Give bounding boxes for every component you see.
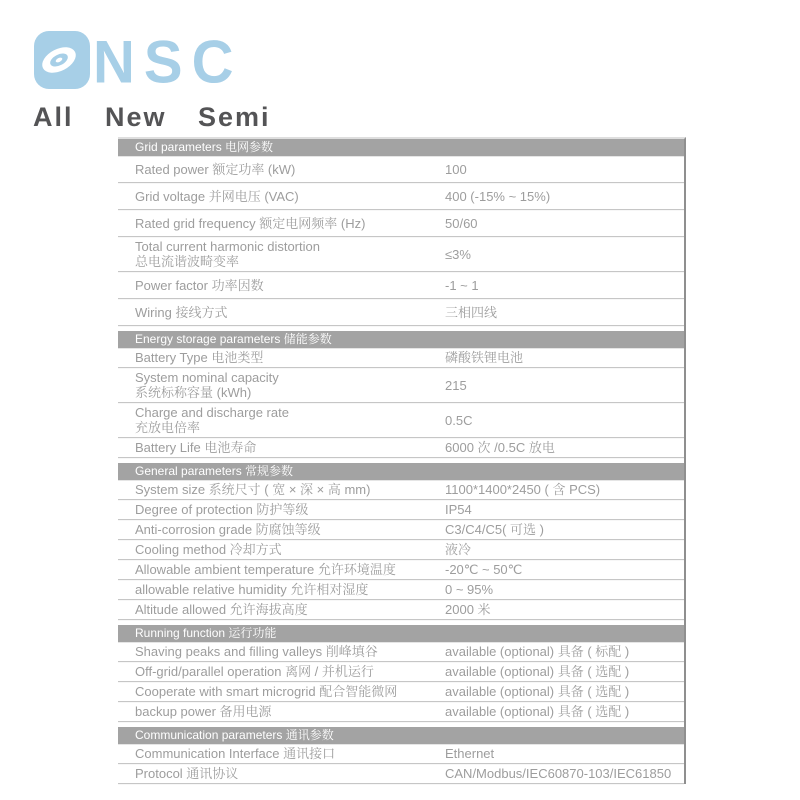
spec-label-text: Off-grid/parallel operation 离网 / 并机运行	[135, 664, 374, 679]
spec-label-text: Degree of protection 防护等级	[135, 502, 309, 517]
spec-row	[118, 560, 684, 580]
spec-row	[118, 299, 684, 326]
spec-label	[118, 600, 445, 619]
section-header: Energy storage parameters 储能参数	[118, 331, 684, 348]
spec-value: 400 (-15% ~ 15%)	[445, 188, 551, 204]
spec-label-text: Altitude allowed 允许海拔高度	[135, 602, 308, 617]
spec-value: 磷酸铁锂电池	[445, 350, 524, 365]
spec-label	[118, 348, 445, 367]
section-header: Running function 运行功能	[118, 625, 684, 642]
spec-label-text: Allowable ambient temperature 允许环境温度	[135, 562, 396, 577]
spec-value: -20℃ ~ 50℃	[445, 562, 523, 577]
spec-row	[118, 403, 684, 438]
spec-label	[118, 520, 445, 539]
spec-value: 三相四线	[445, 304, 498, 320]
logo-text: NSC	[93, 28, 243, 96]
spec-label	[118, 540, 445, 559]
spec-value: 215	[445, 377, 467, 393]
spec-value: C3/C4/C5( 可选 )	[445, 522, 544, 537]
spec-label-text: Communication Interface 通讯接口	[135, 746, 336, 761]
spec-label	[118, 560, 445, 579]
spec-label-text: Rated power 额定功率 (kW)	[135, 161, 296, 177]
spec-label	[118, 214, 445, 233]
spec-label-text: Wiring 接线方式	[135, 304, 228, 320]
spec-row	[118, 368, 684, 403]
spec-value: 0 ~ 95%	[445, 582, 494, 597]
spec-label-text: Anti-corrosion grade 防腐蚀等级	[135, 522, 321, 537]
spec-row	[118, 520, 684, 540]
spec-label	[118, 187, 445, 206]
spec-label-text: Protocol 通讯协议	[135, 766, 239, 781]
spec-value: 1100*1400*2450 ( 含 PCS)	[445, 482, 601, 497]
spec-label	[118, 642, 445, 661]
spec-label-text: Cooperate with smart microgrid 配合智能微网	[135, 684, 398, 699]
section-header: General parameters 常规参数	[118, 463, 684, 480]
spec-value: 50/60	[445, 215, 478, 231]
ansc-logo	[33, 18, 271, 96]
spec-label-text: Grid voltage 并网电压 (VAC)	[135, 188, 299, 204]
spec-label	[118, 303, 445, 322]
section-energy-storage-parameters	[118, 331, 684, 458]
spec-label	[118, 682, 445, 701]
spec-label-text: Shaving peaks and filling valleys 削峰填谷	[135, 644, 378, 659]
spec-value: Ethernet	[445, 746, 495, 761]
spec-label-text: System size 系统尺寸 ( 宽 × 深 × 高 mm)	[135, 482, 371, 497]
spec-label	[118, 480, 445, 499]
spec-value: CAN/Modbus/IEC60870-103/IEC61850	[445, 766, 672, 781]
spec-label	[118, 276, 445, 295]
spec-label-text-zh: 充放电倍率	[135, 420, 201, 435]
spec-label-text: Cooling method 冷却方式	[135, 542, 282, 557]
spec-label-text-zh: 总电流谐波畸变率	[135, 254, 240, 269]
spec-label-text: backup power 备用电源	[135, 704, 272, 719]
spec-label-text: Battery Life 电池寿命	[135, 440, 257, 455]
spec-value: available (optional) 具备 ( 选配 )	[445, 684, 630, 699]
section-header: Grid parameters 电网参数	[118, 139, 684, 156]
brand-header	[33, 18, 271, 133]
spec-label	[118, 438, 445, 457]
spec-label	[118, 160, 445, 179]
spec-table	[118, 137, 686, 784]
spec-label-text: System nominal capacity	[135, 370, 279, 385]
spec-label	[118, 662, 445, 681]
spec-row	[118, 348, 684, 368]
spec-value: available (optional) 具备 ( 选配 )	[445, 704, 630, 719]
spec-row	[118, 480, 684, 500]
spec-label	[118, 580, 445, 599]
section-header: Communication parameters 通讯参数	[118, 727, 684, 744]
spec-row	[118, 642, 684, 662]
spec-label-text: allowable relative humidity 允许相对湿度	[135, 582, 369, 597]
spec-row	[118, 702, 684, 722]
spec-row	[118, 272, 684, 299]
brand-tagline: All New Semi	[33, 102, 271, 132]
spec-row	[118, 682, 684, 702]
spec-label-text: Rated grid frequency 额定电网频率 (Hz)	[135, 215, 366, 231]
spec-value: available (optional) 具备 ( 选配 )	[445, 664, 630, 679]
spec-value: IP54	[445, 502, 472, 517]
spec-row	[118, 580, 684, 600]
spec-label-text: Total current harmonic distortion	[135, 239, 320, 254]
spec-label-text: Charge and discharge rate	[135, 405, 289, 420]
section-general-parameters	[118, 463, 684, 620]
spec-label	[118, 500, 445, 519]
spec-value: 100	[445, 161, 467, 177]
spec-label	[118, 368, 445, 402]
spec-row	[118, 183, 684, 210]
spec-label-text-zh: 系统标称容量 (kWh)	[135, 385, 252, 400]
spec-row	[118, 540, 684, 560]
spec-value: 2000 米	[445, 602, 491, 617]
spec-row	[118, 500, 684, 520]
spec-row	[118, 764, 684, 784]
spec-value: ≤3%	[445, 246, 471, 262]
spec-row	[118, 156, 684, 183]
spec-row	[118, 662, 684, 682]
spec-value: 0.5C	[445, 412, 473, 428]
spec-label	[118, 744, 445, 763]
spec-value: -1 ~ 1	[445, 277, 479, 293]
spec-label	[118, 237, 445, 271]
spec-label	[118, 403, 445, 437]
spec-row	[118, 210, 684, 237]
spec-label	[118, 764, 445, 783]
section-communication-parameters	[118, 727, 684, 784]
spec-row	[118, 438, 684, 458]
spec-value: 液冷	[445, 542, 472, 557]
section-grid-parameters	[118, 139, 684, 326]
section-running-function	[118, 625, 684, 722]
spec-value: available (optional) 具备 ( 标配 )	[445, 644, 630, 659]
spec-row	[118, 237, 684, 272]
spec-label-text: Battery Type 电池类型	[135, 350, 264, 365]
logo-letter-a-icon	[33, 26, 93, 90]
spec-label-text: Power factor 功率因数	[135, 277, 264, 293]
spec-label	[118, 702, 445, 721]
spec-row	[118, 600, 684, 620]
spec-row	[118, 744, 684, 764]
spec-value: 6000 次 /0.5C 放电	[445, 440, 555, 455]
